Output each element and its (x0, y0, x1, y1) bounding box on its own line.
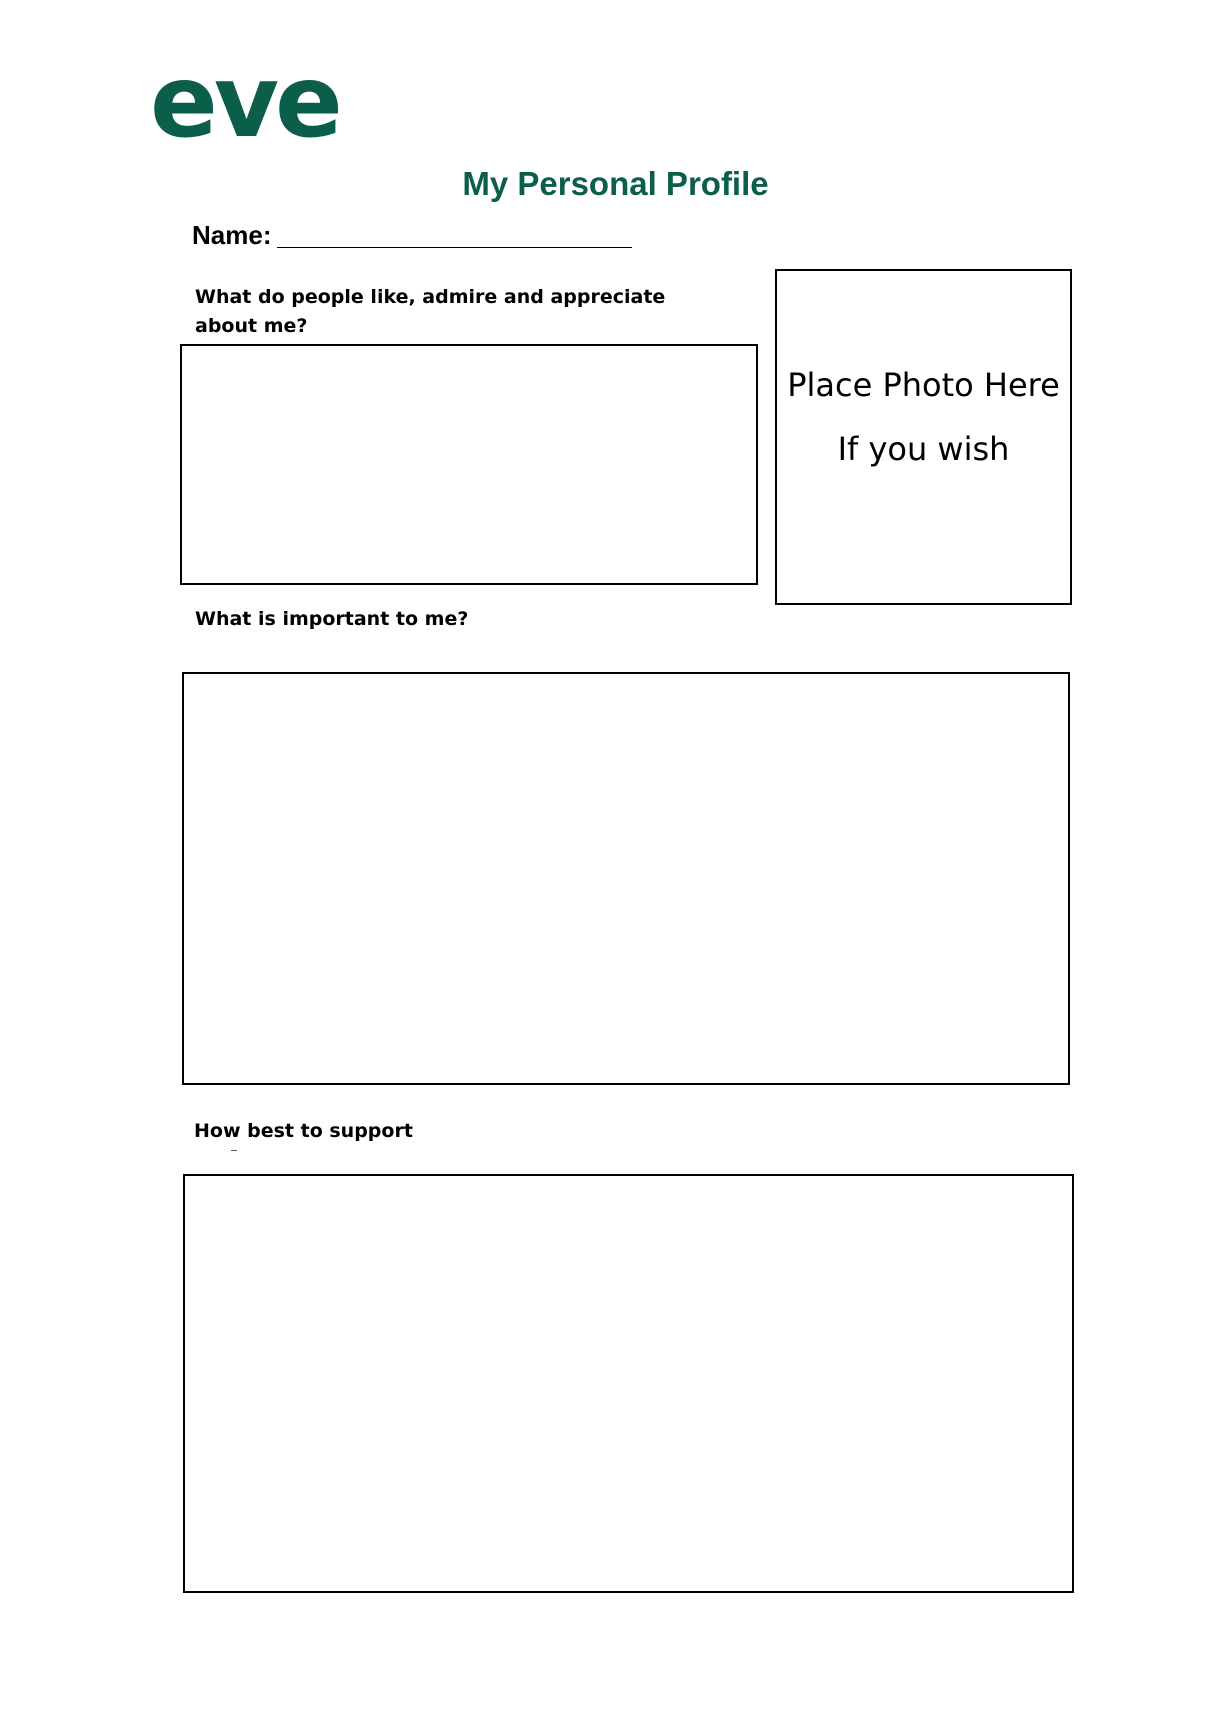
name-input-line[interactable] (277, 247, 632, 248)
section-admire-label-line2: about me? (195, 315, 308, 337)
section-admire-label (195, 283, 665, 341)
page-title: My Personal Profile (462, 165, 769, 202)
photo-placeholder-box[interactable] (775, 269, 1072, 605)
name-row (192, 222, 632, 248)
photo-placeholder-line1: Place Photo Here (787, 366, 1060, 404)
admire-answer-box[interactable] (180, 344, 758, 585)
section-support-label: How best to support (194, 1120, 413, 1142)
stray-mark (231, 1150, 237, 1151)
name-label: Name: (192, 220, 272, 250)
section-important-label: What is important to me? (195, 608, 469, 630)
photo-placeholder-line2: If you wish (837, 430, 1010, 468)
support-answer-box[interactable] (183, 1174, 1074, 1593)
important-answer-box[interactable] (182, 672, 1070, 1085)
eve-logo: eve (150, 43, 339, 160)
section-admire-label-line1: What do people like, admire and appreciate (195, 286, 666, 308)
